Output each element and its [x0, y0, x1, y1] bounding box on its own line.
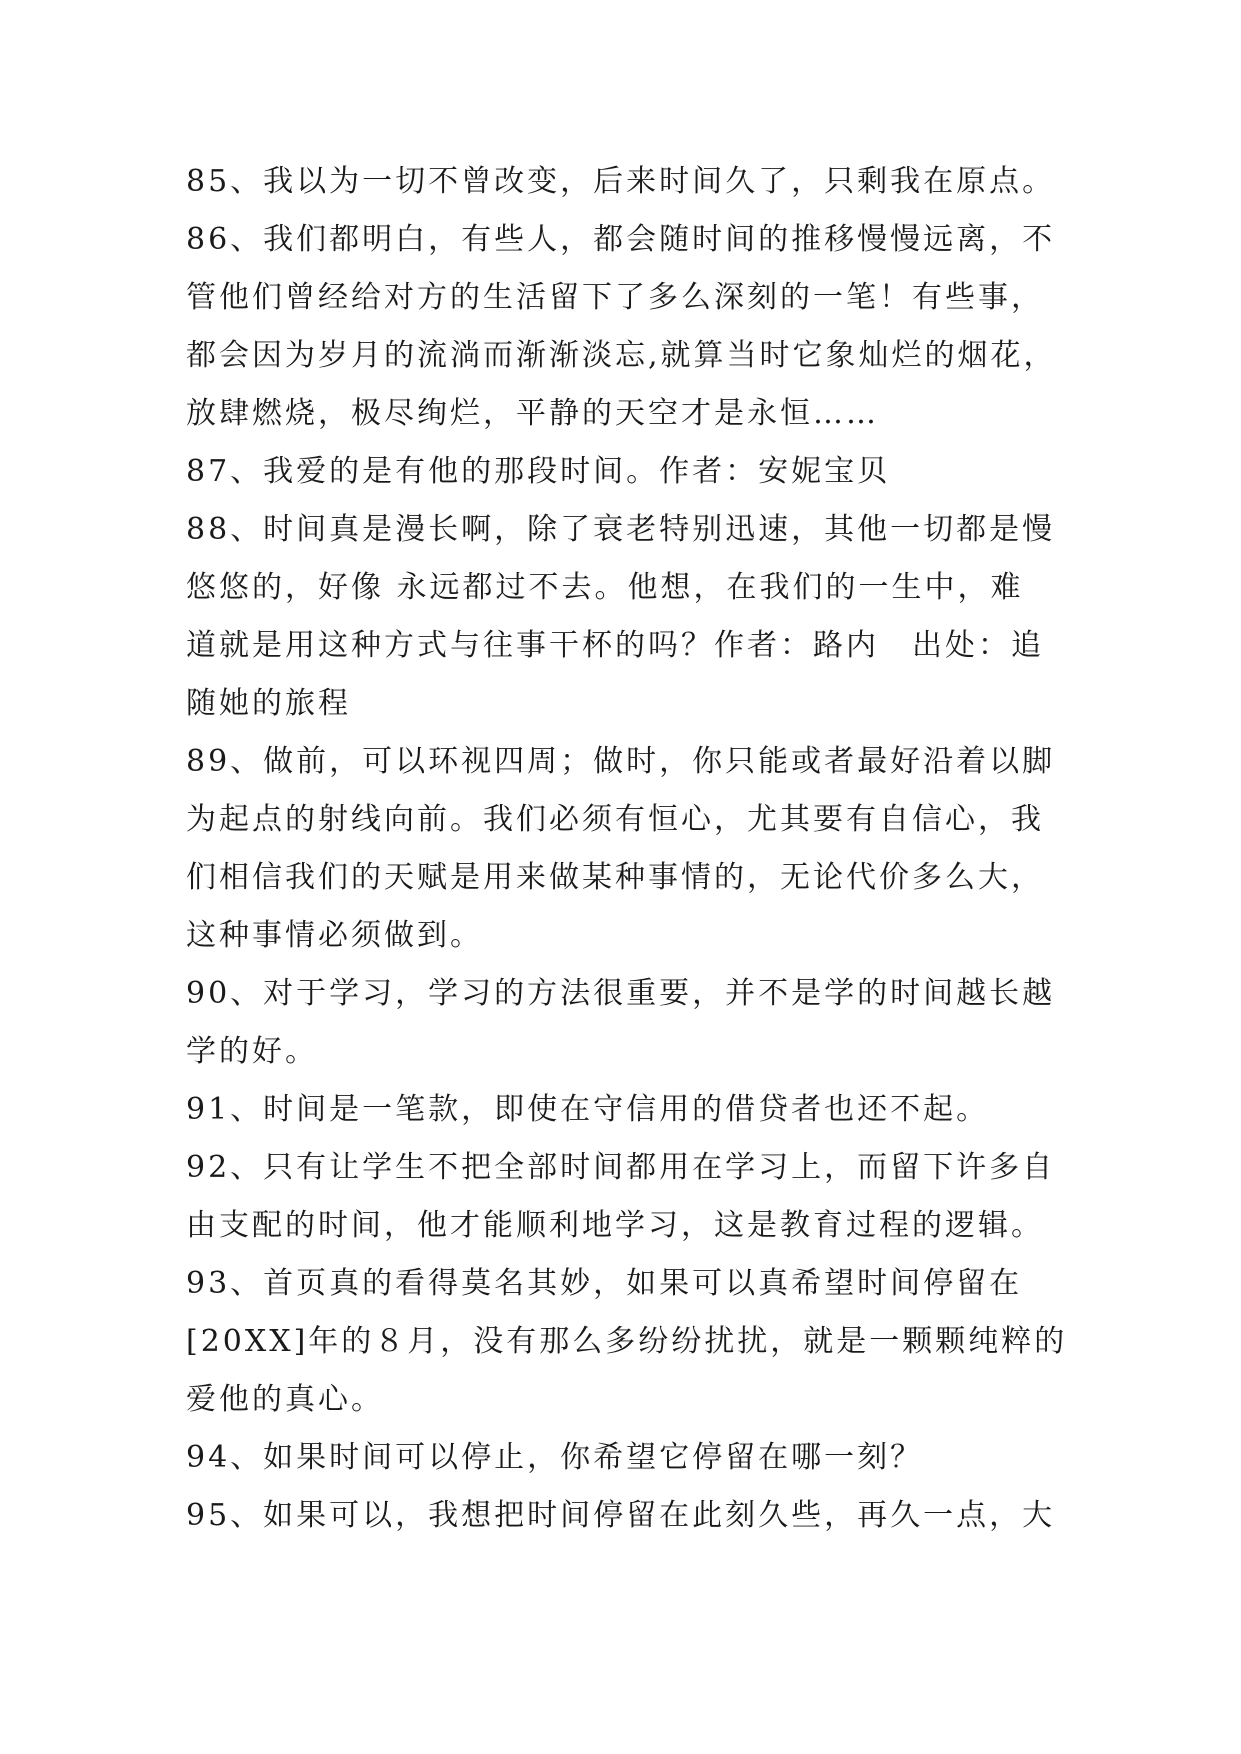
text-line: 都会因为岁月的流淌而渐渐淡忘,就算当时它象灿烂的烟花，	[186, 338, 1057, 373]
text-line: 随她的旅程	[186, 686, 351, 721]
text-line: 87、我爱的是有他的那段时间。作者：安妮宝贝	[186, 454, 891, 489]
text-line: 道就是用这种方式与往事干杯的吗？作者：路内 出处：追	[186, 628, 1044, 663]
text-line: 85、我以为一切不曾改变，后来时间久了，只剩我在原点。	[186, 164, 1056, 199]
text-line: 94、如果时间可以停止，你希望它停留在哪一刻？	[186, 1440, 924, 1475]
text-line: [20XX]年的８月，没有那么多纷纷扰扰，就是一颗颗纯粹的	[186, 1324, 1068, 1359]
text-line: 88、时间真是漫长啊，除了衰老特别迅速，其他一切都是慢	[186, 512, 1056, 547]
text-line: 92、只有让学生不把全部时间都用在学习上，而留下许多自	[186, 1150, 1056, 1185]
text-line: 91、时间是一笔款，即使在守信用的借贷者也还不起。	[186, 1092, 990, 1127]
text-line: 爱他的真心。	[186, 1382, 384, 1417]
document-body	[186, 153, 1066, 1545]
text-line: 放肆燃烧，极尽绚烂，平静的天空才是永恒……	[186, 396, 879, 431]
text-line: 这种事情必须做到。	[186, 918, 483, 953]
text-line: 们相信我们的天赋是用来做某种事情的，无论代价多么大，	[186, 860, 1044, 895]
text-line: 90、对于学习，学习的方法很重要，并不是学的时间越长越	[186, 976, 1056, 1011]
text-line: 学的好。	[186, 1034, 318, 1069]
text-line: 93、首页真的看得莫名其妙，如果可以真希望时间停留在	[186, 1266, 1023, 1301]
text-line: 悠悠的，好像 永远都过不去。他想，在我们的一生中，难	[186, 570, 1024, 605]
text-line: 为起点的射线向前。我们必须有恒心，尤其要有自信心，我	[186, 802, 1044, 837]
text-line: 由支配的时间，他才能顺利地学习，这是教育过程的逻辑。	[186, 1208, 1044, 1243]
text-line: 89、做前，可以环视四周；做时，你只能或者最好沿着以脚	[186, 744, 1056, 779]
text-line: 管他们曾经给对方的生活留下了多么深刻的一笔！有些事，	[186, 280, 1044, 315]
text-line: 95、如果可以，我想把时间停留在此刻久些，再久一点，大	[186, 1498, 1056, 1533]
text-line: 86、我们都明白，有些人，都会随时间的推移慢慢远离，不	[186, 222, 1056, 257]
